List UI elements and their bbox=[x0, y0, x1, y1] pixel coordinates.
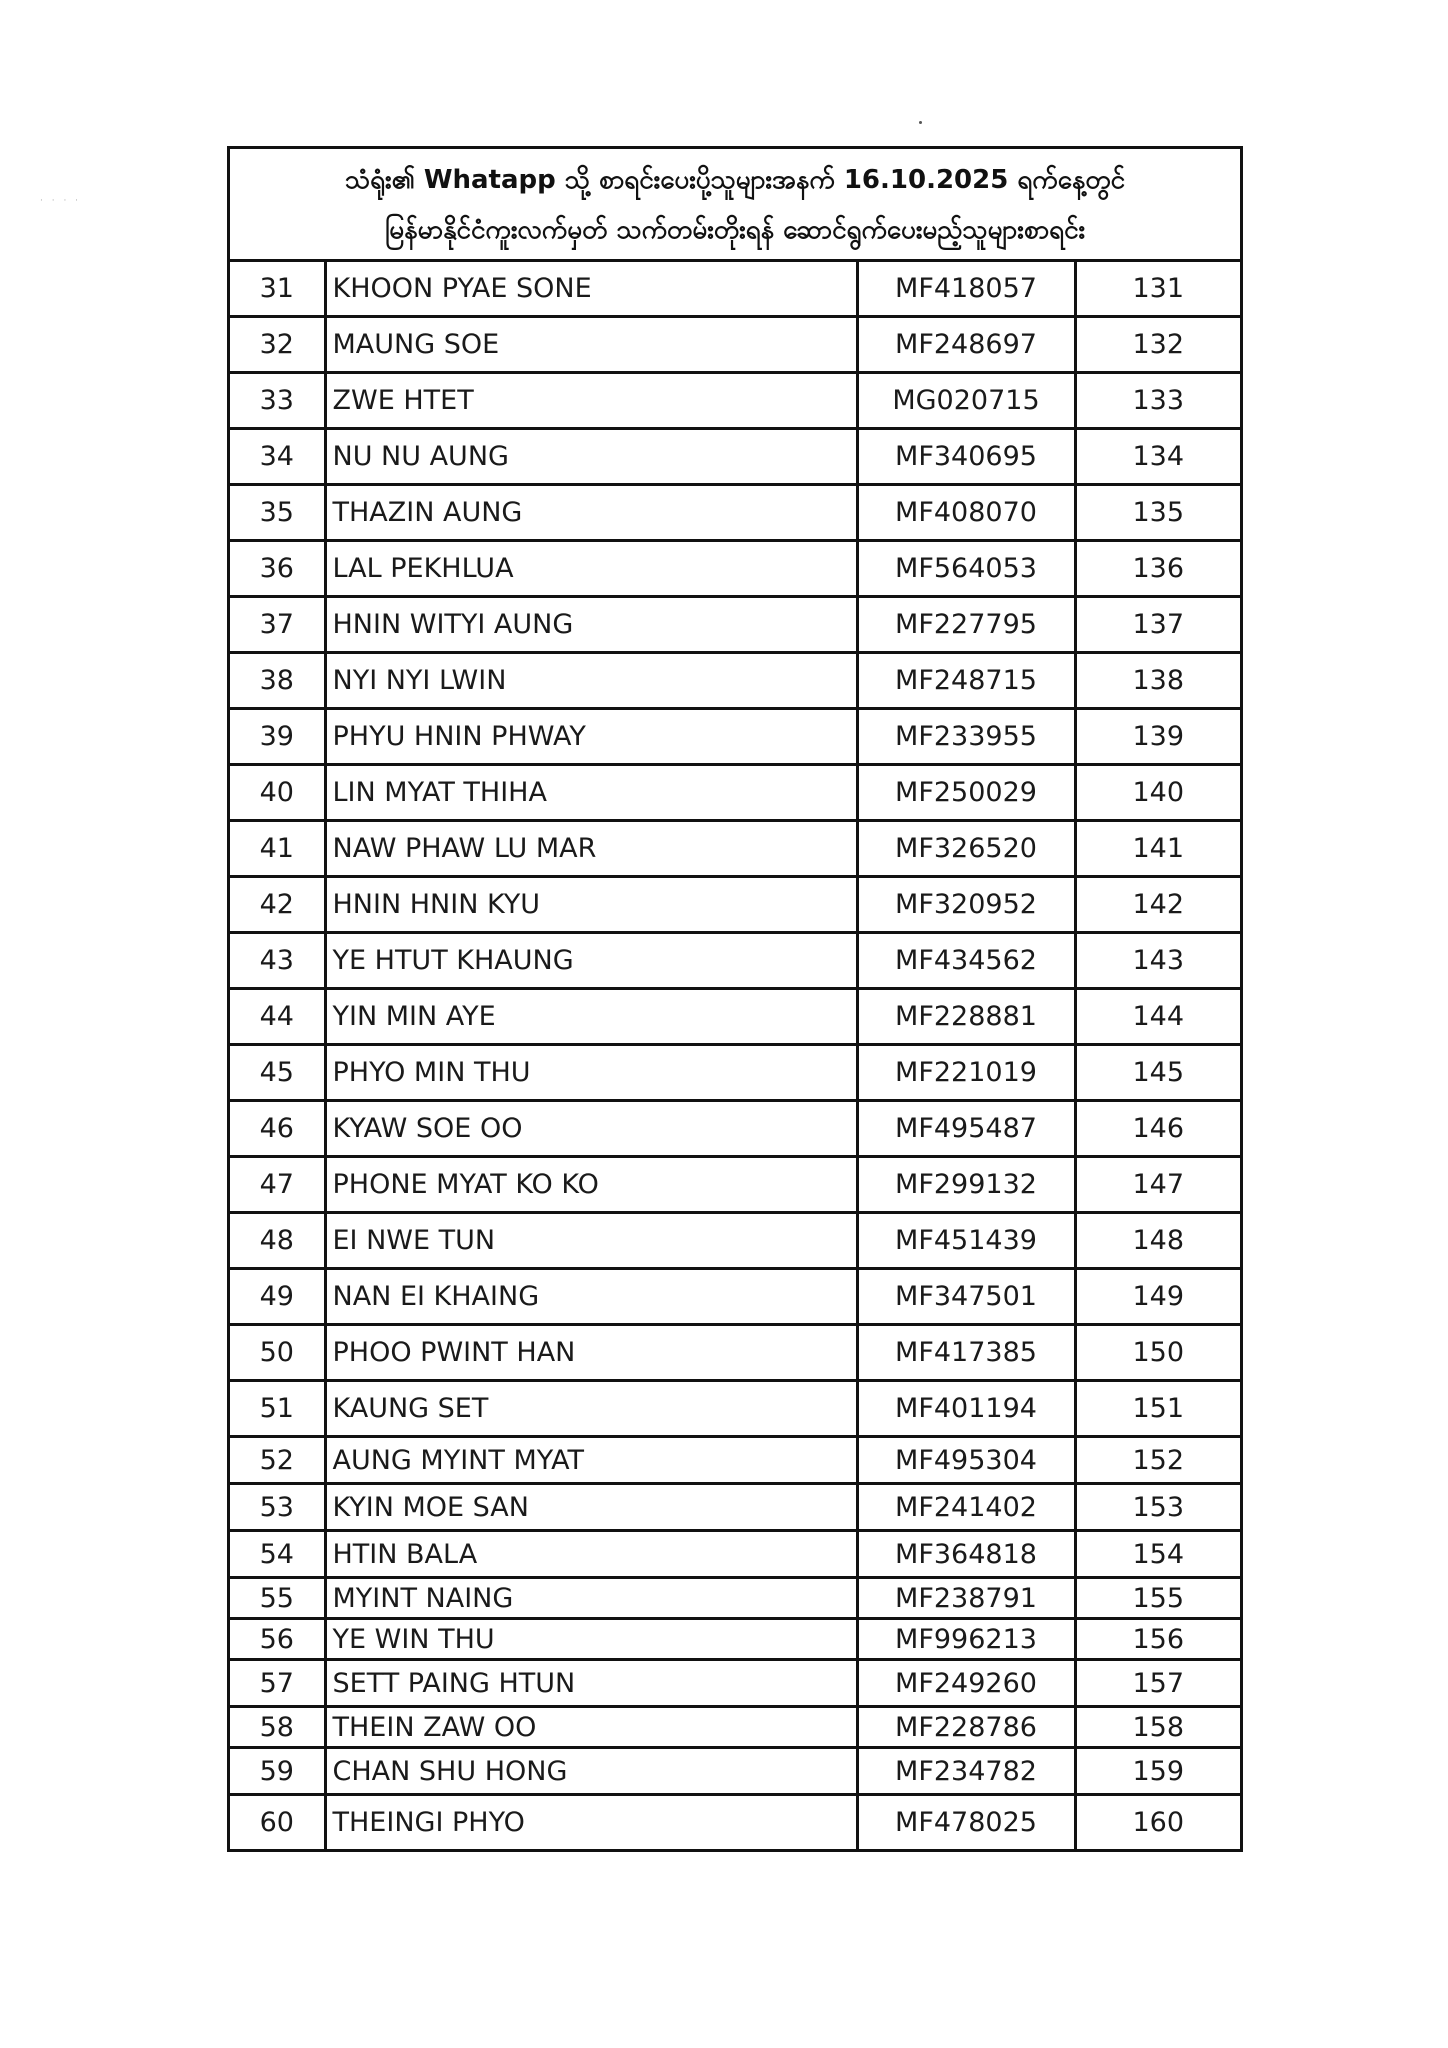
row-number: 44 bbox=[230, 989, 325, 1045]
serial-number: 153 bbox=[1075, 1484, 1240, 1531]
table-row bbox=[230, 765, 1240, 821]
table-row bbox=[230, 1484, 1240, 1531]
row-number: 36 bbox=[230, 541, 325, 597]
table-row bbox=[230, 821, 1240, 877]
passport-number: MF996213 bbox=[857, 1619, 1075, 1660]
table-row bbox=[230, 317, 1240, 373]
passport-number: MF249260 bbox=[857, 1660, 1075, 1707]
row-number: 39 bbox=[230, 709, 325, 765]
row-number: 46 bbox=[230, 1101, 325, 1157]
serial-number: 146 bbox=[1075, 1101, 1240, 1157]
row-number: 56 bbox=[230, 1619, 325, 1660]
passport-number: MF434562 bbox=[857, 933, 1075, 989]
passport-number: MF408070 bbox=[857, 485, 1075, 541]
table-row bbox=[230, 1795, 1240, 1851]
serial-number: 147 bbox=[1075, 1157, 1240, 1213]
row-number: 51 bbox=[230, 1381, 325, 1437]
passport-number: MF320952 bbox=[857, 877, 1075, 933]
serial-number: 139 bbox=[1075, 709, 1240, 765]
serial-number: 158 bbox=[1075, 1707, 1240, 1748]
person-name: MYINT NAING bbox=[325, 1578, 857, 1619]
row-number: 48 bbox=[230, 1213, 325, 1269]
passport-number: MF495487 bbox=[857, 1101, 1075, 1157]
person-name: YE WIN THU bbox=[325, 1619, 857, 1660]
serial-number: 143 bbox=[1075, 933, 1240, 989]
person-name: NAN EI KHAING bbox=[325, 1269, 857, 1325]
title-line-2: မြန်မာနိုင်ငံကူးလက်မှတ် သက်တမ်းတိုးရန် ဆောင်ရွက်ပေးမည့်သူများစာရင်း bbox=[384, 215, 1086, 245]
row-number: 32 bbox=[230, 317, 325, 373]
table-row bbox=[230, 933, 1240, 989]
person-name: KHOON PYAE SONE bbox=[325, 262, 857, 317]
title-block bbox=[230, 149, 1240, 262]
person-name: THAZIN AUNG bbox=[325, 485, 857, 541]
person-name: CHAN SHU HONG bbox=[325, 1748, 857, 1795]
passport-number: MF495304 bbox=[857, 1437, 1075, 1484]
row-number: 59 bbox=[230, 1748, 325, 1795]
passport-renewal-table bbox=[230, 262, 1240, 1852]
passport-number: MF299132 bbox=[857, 1157, 1075, 1213]
scan-speck: · · · · bbox=[40, 196, 82, 206]
passport-number: MF478025 bbox=[857, 1795, 1075, 1851]
row-number: 45 bbox=[230, 1045, 325, 1101]
row-number: 37 bbox=[230, 597, 325, 653]
serial-number: 142 bbox=[1075, 877, 1240, 933]
person-name: YIN MIN AYE bbox=[325, 989, 857, 1045]
passport-number: MF401194 bbox=[857, 1381, 1075, 1437]
passport-number: MF238791 bbox=[857, 1578, 1075, 1619]
serial-number: 140 bbox=[1075, 765, 1240, 821]
passport-number: MF221019 bbox=[857, 1045, 1075, 1101]
passport-number: MF340695 bbox=[857, 429, 1075, 485]
person-name: PHYO MIN THU bbox=[325, 1045, 857, 1101]
serial-number: 132 bbox=[1075, 317, 1240, 373]
person-name: NU NU AUNG bbox=[325, 429, 857, 485]
row-number: 54 bbox=[230, 1531, 325, 1578]
row-number: 57 bbox=[230, 1660, 325, 1707]
table-row bbox=[230, 1269, 1240, 1325]
passport-number: MF326520 bbox=[857, 821, 1075, 877]
row-number: 49 bbox=[230, 1269, 325, 1325]
person-name: HNIN WITYI AUNG bbox=[325, 597, 857, 653]
table-row bbox=[230, 373, 1240, 429]
table-row bbox=[230, 1381, 1240, 1437]
passport-number: MF228786 bbox=[857, 1707, 1075, 1748]
passport-number: MF248697 bbox=[857, 317, 1075, 373]
passport-number: MF233955 bbox=[857, 709, 1075, 765]
serial-number: 157 bbox=[1075, 1660, 1240, 1707]
title-line-1: သံရုံး၏ Whatapp သို့ စာရင်းပေးပို့သူများအနက် 16.10.2025 ရက်နေ့တွင် bbox=[344, 165, 1126, 195]
person-name: AUNG MYINT MYAT bbox=[325, 1437, 857, 1484]
table-row bbox=[230, 262, 1240, 317]
passport-number: MF234782 bbox=[857, 1748, 1075, 1795]
passport-number: MF564053 bbox=[857, 541, 1075, 597]
row-number: 55 bbox=[230, 1578, 325, 1619]
serial-number: 156 bbox=[1075, 1619, 1240, 1660]
row-number: 38 bbox=[230, 653, 325, 709]
serial-number: 145 bbox=[1075, 1045, 1240, 1101]
table-row bbox=[230, 1531, 1240, 1578]
table-row bbox=[230, 1707, 1240, 1748]
serial-number: 160 bbox=[1075, 1795, 1240, 1851]
scan-speck bbox=[919, 121, 922, 124]
person-name: HTIN BALA bbox=[325, 1531, 857, 1578]
table-row bbox=[230, 653, 1240, 709]
person-name: THEIN ZAW OO bbox=[325, 1707, 857, 1748]
serial-number: 144 bbox=[1075, 989, 1240, 1045]
table-row bbox=[230, 429, 1240, 485]
person-name: MAUNG SOE bbox=[325, 317, 857, 373]
passport-number: MF250029 bbox=[857, 765, 1075, 821]
passport-number: MG020715 bbox=[857, 373, 1075, 429]
passport-number: MF451439 bbox=[857, 1213, 1075, 1269]
person-name: PHONE MYAT KO KO bbox=[325, 1157, 857, 1213]
serial-number: 138 bbox=[1075, 653, 1240, 709]
serial-number: 135 bbox=[1075, 485, 1240, 541]
serial-number: 149 bbox=[1075, 1269, 1240, 1325]
person-name: NYI NYI LWIN bbox=[325, 653, 857, 709]
list-sheet bbox=[227, 146, 1243, 1852]
row-number: 47 bbox=[230, 1157, 325, 1213]
serial-number: 148 bbox=[1075, 1213, 1240, 1269]
serial-number: 141 bbox=[1075, 821, 1240, 877]
table-row bbox=[230, 1157, 1240, 1213]
table-row bbox=[230, 597, 1240, 653]
table-row bbox=[230, 1437, 1240, 1484]
serial-number: 152 bbox=[1075, 1437, 1240, 1484]
table-row bbox=[230, 1660, 1240, 1707]
person-name: SETT PAING HTUN bbox=[325, 1660, 857, 1707]
person-name: LAL PEKHLUA bbox=[325, 541, 857, 597]
serial-number: 133 bbox=[1075, 373, 1240, 429]
table-row bbox=[230, 541, 1240, 597]
passport-number: MF364818 bbox=[857, 1531, 1075, 1578]
passport-number: MF241402 bbox=[857, 1484, 1075, 1531]
table-row bbox=[230, 709, 1240, 765]
person-name: NAW PHAW LU MAR bbox=[325, 821, 857, 877]
serial-number: 136 bbox=[1075, 541, 1240, 597]
passport-number: MF418057 bbox=[857, 262, 1075, 317]
serial-number: 131 bbox=[1075, 262, 1240, 317]
serial-number: 159 bbox=[1075, 1748, 1240, 1795]
person-name: EI NWE TUN bbox=[325, 1213, 857, 1269]
row-number: 34 bbox=[230, 429, 325, 485]
row-number: 50 bbox=[230, 1325, 325, 1381]
person-name: KYAW SOE OO bbox=[325, 1101, 857, 1157]
row-number: 60 bbox=[230, 1795, 325, 1851]
row-number: 33 bbox=[230, 373, 325, 429]
person-name: KYIN MOE SAN bbox=[325, 1484, 857, 1531]
row-number: 52 bbox=[230, 1437, 325, 1484]
row-number: 41 bbox=[230, 821, 325, 877]
row-number: 58 bbox=[230, 1707, 325, 1748]
serial-number: 137 bbox=[1075, 597, 1240, 653]
passport-number: MF347501 bbox=[857, 1269, 1075, 1325]
serial-number: 134 bbox=[1075, 429, 1240, 485]
serial-number: 151 bbox=[1075, 1381, 1240, 1437]
serial-number: 155 bbox=[1075, 1578, 1240, 1619]
serial-number: 154 bbox=[1075, 1531, 1240, 1578]
table-row bbox=[230, 1578, 1240, 1619]
table-row bbox=[230, 1619, 1240, 1660]
person-name: PHOO PWINT HAN bbox=[325, 1325, 857, 1381]
row-number: 43 bbox=[230, 933, 325, 989]
table-row bbox=[230, 485, 1240, 541]
passport-number: MF248715 bbox=[857, 653, 1075, 709]
person-name: KAUNG SET bbox=[325, 1381, 857, 1437]
table-row bbox=[230, 989, 1240, 1045]
row-number: 40 bbox=[230, 765, 325, 821]
table-row bbox=[230, 1748, 1240, 1795]
table-row bbox=[230, 1045, 1240, 1101]
row-number: 35 bbox=[230, 485, 325, 541]
table-row bbox=[230, 1213, 1240, 1269]
person-name: LIN MYAT THIHA bbox=[325, 765, 857, 821]
table-row bbox=[230, 1325, 1240, 1381]
row-number: 42 bbox=[230, 877, 325, 933]
person-name: PHYU HNIN PHWAY bbox=[325, 709, 857, 765]
passport-number: MF228881 bbox=[857, 989, 1075, 1045]
person-name: YE HTUT KHAUNG bbox=[325, 933, 857, 989]
table-row bbox=[230, 1101, 1240, 1157]
row-number: 31 bbox=[230, 262, 325, 317]
row-number: 53 bbox=[230, 1484, 325, 1531]
person-name: ZWE HTET bbox=[325, 373, 857, 429]
passport-number: MF227795 bbox=[857, 597, 1075, 653]
person-name: THEINGI PHYO bbox=[325, 1795, 857, 1851]
serial-number: 150 bbox=[1075, 1325, 1240, 1381]
table-row bbox=[230, 877, 1240, 933]
passport-number: MF417385 bbox=[857, 1325, 1075, 1381]
person-name: HNIN HNIN KYU bbox=[325, 877, 857, 933]
